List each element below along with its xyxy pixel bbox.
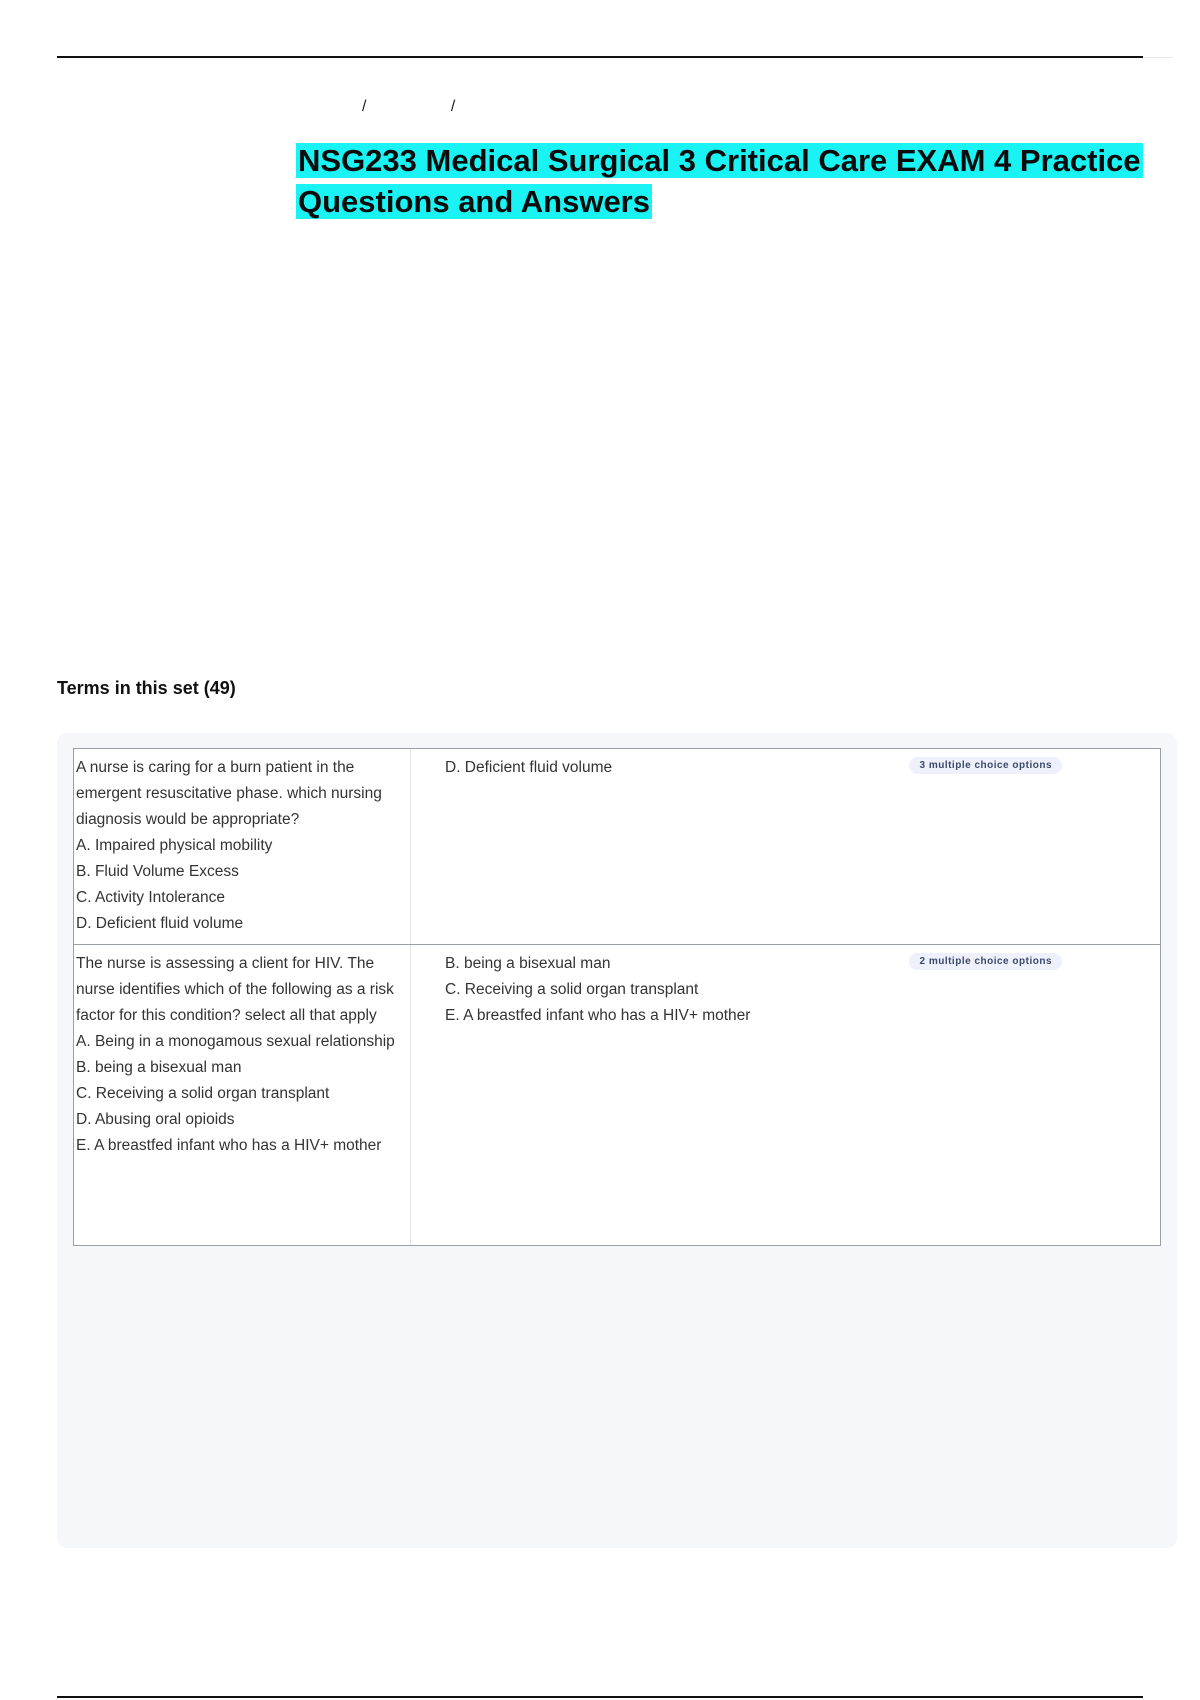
- term-line: A. Being in a monogamous sexual relationship: [76, 1033, 395, 1050]
- term-line: A. Impaired physical mobility: [76, 837, 273, 854]
- term-card-list: [73, 748, 1161, 1246]
- breadcrumb-separator: /: [450, 98, 456, 115]
- definition-line: D. Deficient fluid volume: [445, 759, 613, 776]
- term-line: C. Activity Intolerance: [76, 889, 226, 906]
- term-line: A nurse is caring for a burn patient in the emergent resuscitative phase. which nursing diagnosis would be appropriate?: [76, 759, 382, 828]
- term-card[interactable]: [73, 748, 1161, 945]
- terms-count-heading: Terms in this set (49): [57, 678, 236, 698]
- multiple-choice-badge: 2 multiple choice options: [909, 953, 1062, 970]
- page-title: [296, 140, 1176, 222]
- term-question: [74, 945, 411, 1245]
- top-rule: [57, 56, 1143, 58]
- term-line: E. A breastfed infant who has a HIV+ mother: [76, 1137, 382, 1154]
- definition-line: C. Receiving a solid organ transplant: [445, 981, 699, 998]
- breadcrumb-separator: /: [362, 98, 367, 115]
- term-line: D. Abusing oral opioids: [76, 1111, 235, 1128]
- term-line: B. Fluid Volume Excess: [76, 863, 239, 880]
- term-line: C. Receiving a solid organ transplant: [76, 1085, 330, 1102]
- term-line: D. Deficient fluid volume: [76, 915, 244, 932]
- term-definition: [411, 945, 1160, 1245]
- breadcrumb: [362, 98, 455, 116]
- term-card[interactable]: [73, 945, 1161, 1246]
- page-title-text: NSG233 Medical Surgical 3 Critical Care EXAM 4 Practice Questions and Answers: [298, 143, 1141, 219]
- term-definition: [411, 749, 1160, 944]
- term-line: The nurse is assessing a client for HIV. The nurse identifies which of the following as a risk factor for this condition? select all that apply: [76, 955, 394, 1024]
- definition-line: B. being a bisexual man: [445, 955, 611, 972]
- bottom-rule: [57, 1696, 1143, 1698]
- multiple-choice-badge: 3 multiple choice options: [909, 757, 1062, 774]
- term-question: [74, 749, 411, 944]
- title-block: [296, 140, 1176, 222]
- term-line: B. being a bisexual man: [76, 1059, 242, 1076]
- definition-line: E. A breastfed infant who has a HIV+ mother: [445, 1007, 751, 1024]
- term-set-panel: [57, 733, 1177, 1548]
- top-rule-tail: [1143, 57, 1173, 58]
